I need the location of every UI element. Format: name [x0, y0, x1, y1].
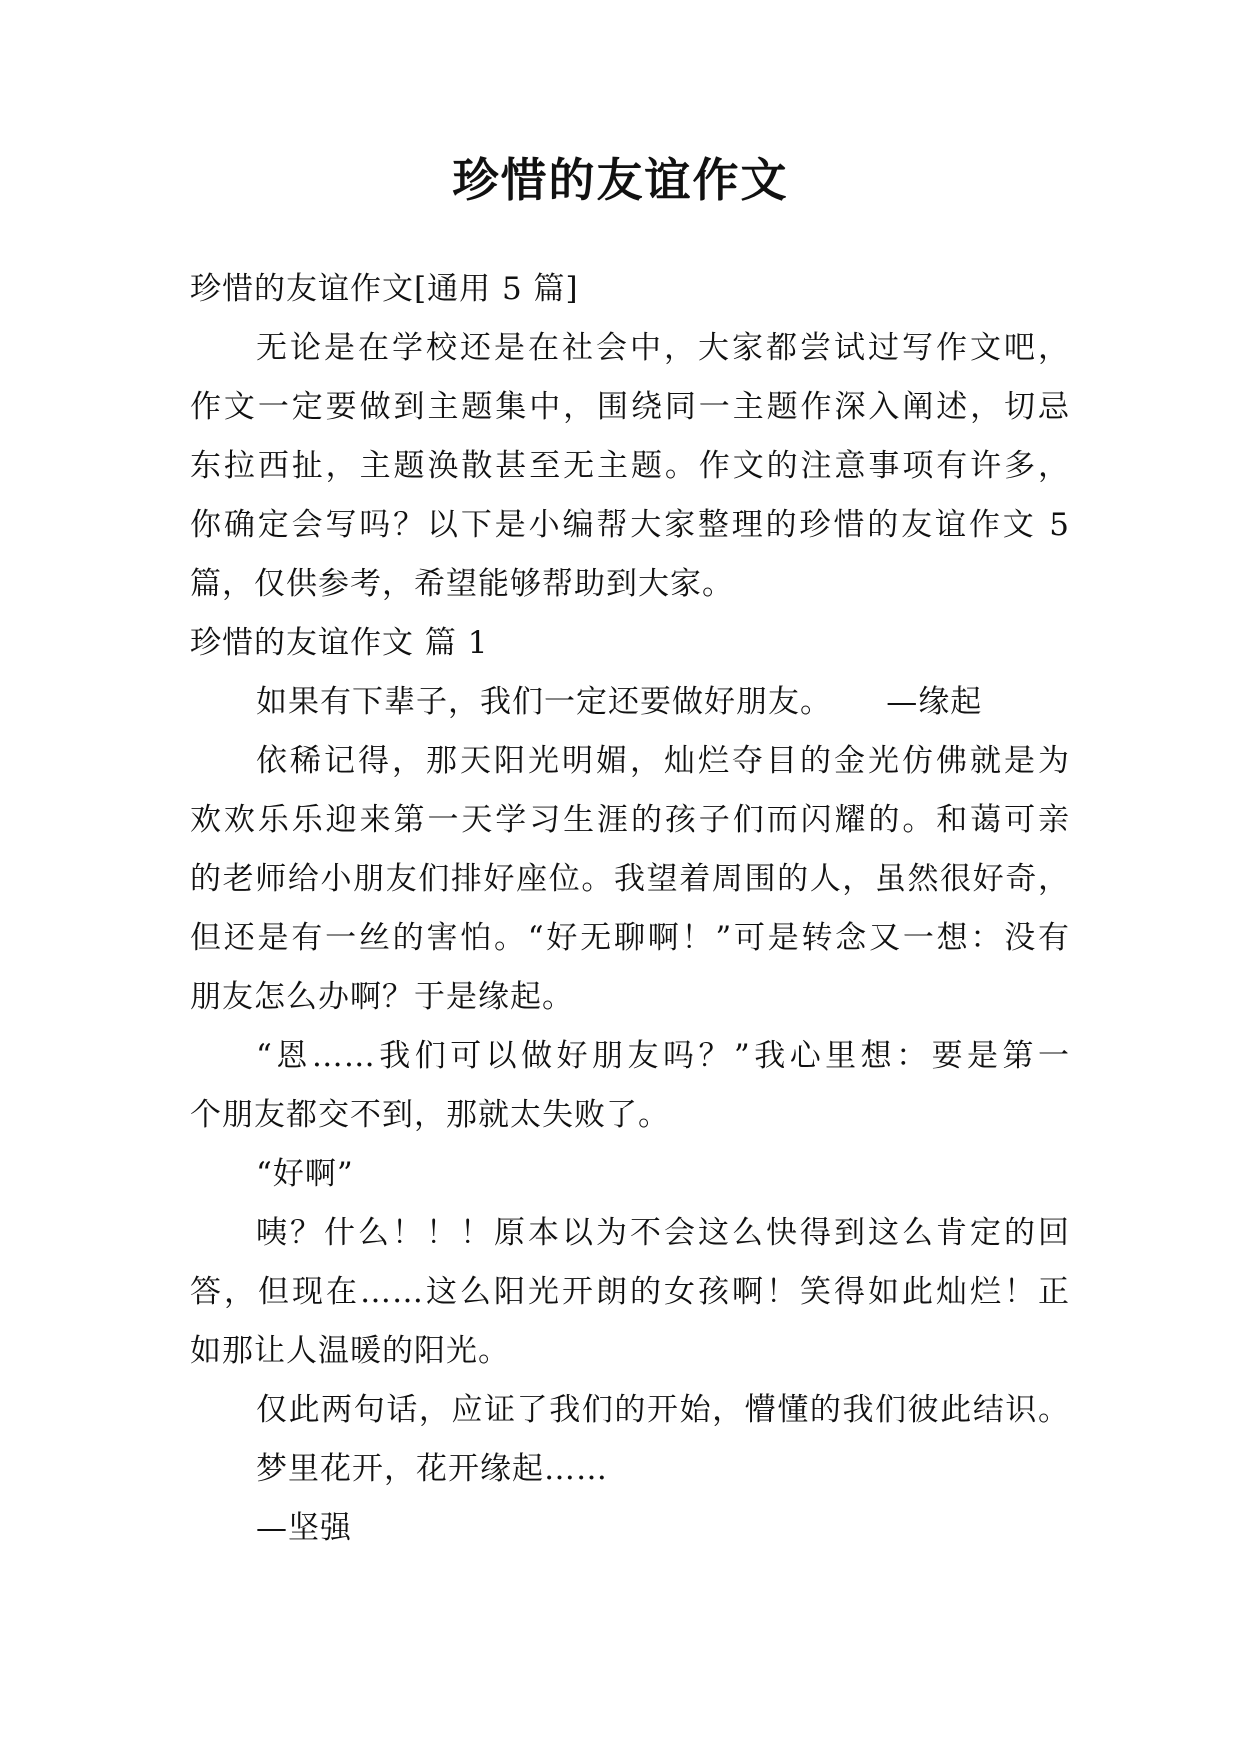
paragraph-line: 依稀记得，那天阳光明媚，灿烂夺目的金光仿佛就是为 — [256, 743, 1070, 779]
paragraph-line: 朋友怎么办啊？于是缘起。 — [190, 979, 574, 1015]
paragraph-line: “恩……我们可以做好朋友吗？”我心里想：要是第一 — [256, 1038, 1070, 1074]
paragraph-line: 但还是有一丝的害怕。“好无聊啊！”可是转念又一想：没有 — [190, 920, 1070, 956]
subtitle-line: 珍惜的友谊作文[通用 5 篇] — [190, 271, 579, 307]
paragraph-line: 仅此两句话，应证了我们的开始，懵懂的我们彼此结识。 — [256, 1392, 1070, 1428]
paragraph-line: 篇，仅供参考，希望能够帮助到大家。 — [190, 566, 734, 602]
paragraph-line: 如那让人温暖的阳光。 — [190, 1333, 510, 1369]
paragraph-line: 你确定会写吗？以下是小编帮大家整理的珍惜的友谊作文 5 — [190, 507, 1070, 543]
paragraph-line: 无论是在学校还是在社会中，大家都尝试过写作文吧， — [256, 330, 1070, 366]
paragraph-line: 欢欢乐乐迎来第一天学习生涯的孩子们而闪耀的。和蔼可亲 — [190, 802, 1070, 838]
paragraph-line: 个朋友都交不到，那就太失败了。 — [190, 1097, 670, 1133]
section-heading: 珍惜的友谊作文 篇 1 — [190, 625, 489, 661]
paragraph-line: —坚强 — [256, 1510, 352, 1546]
paragraph-line: 咦？什么！！！原本以为不会这么快得到这么肯定的回 — [256, 1215, 1070, 1251]
paragraph-line: 答，但现在……这么阳光开朗的女孩啊！笑得如此灿烂！正 — [190, 1274, 1070, 1310]
paragraph-line: 梦里花开，花开缘起…… — [256, 1451, 608, 1487]
paragraph-line: “好啊” — [256, 1156, 354, 1192]
paragraph-line: 如果有下辈子，我们一定还要做好朋友。 —缘起 — [256, 684, 983, 720]
document-title: 珍惜的友谊作文 — [452, 153, 789, 207]
paragraph-line: 作文一定要做到主题集中，围绕同一主题作深入阐述，切忌 — [190, 389, 1070, 425]
document-body — [190, 260, 1070, 1558]
paragraph-line: 的老师给小朋友们排好座位。我望着周围的人，虽然很好奇， — [190, 861, 1070, 897]
paragraph-line: 东拉西扯，主题涣散甚至无主题。作文的注意事项有许多， — [190, 448, 1070, 484]
